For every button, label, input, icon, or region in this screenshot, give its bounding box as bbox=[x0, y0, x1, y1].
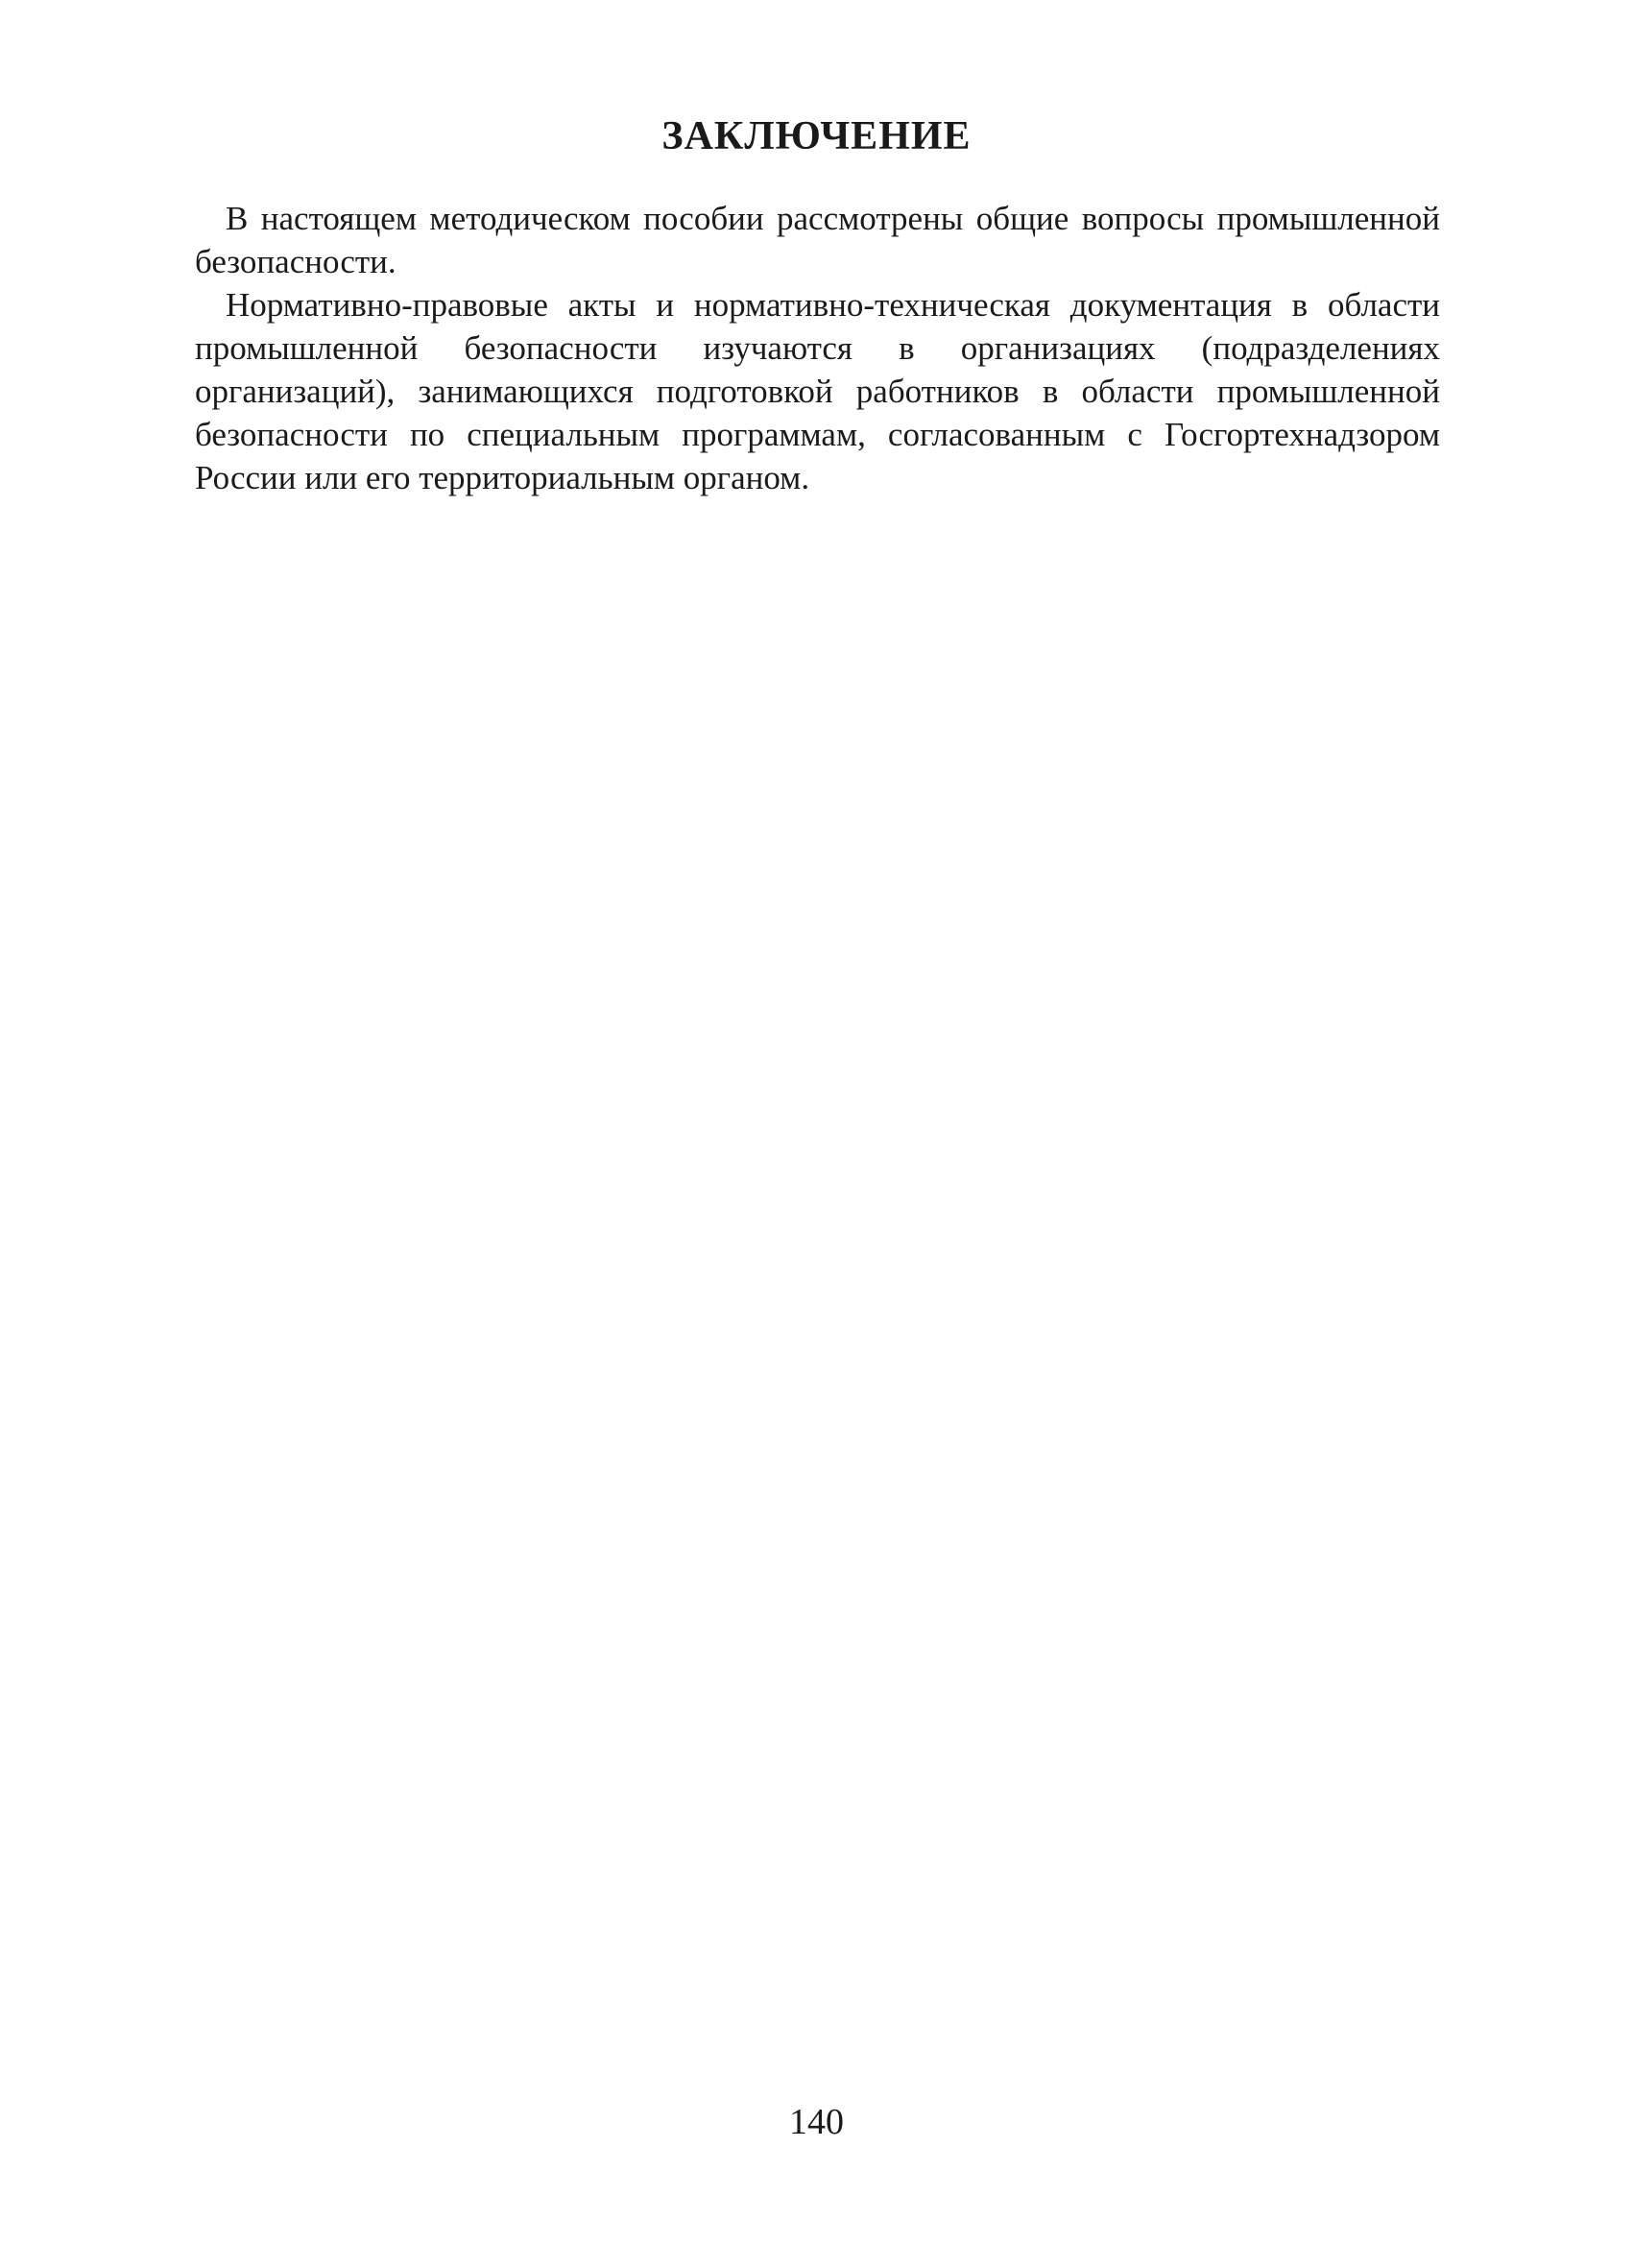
page-number: 140 bbox=[789, 2102, 844, 2142]
paragraph-1: В настоящем методическом пособии рассмотрены общие вопросы промышленной безопасности. bbox=[195, 200, 1440, 280]
paragraph-2: Нормативно-правовые акты и нормативно-техническая документация в области промышленной безопасности изучаются в организациях (подразделениях организаций), занимающихся подготовкой работников в области промышленной безопасности по специальным программам, согласованным с Госгортехнадзором России или его территориальным органом. bbox=[195, 286, 1440, 496]
section-heading: ЗАКЛЮЧЕНИЕ bbox=[661, 114, 972, 158]
body-text bbox=[195, 197, 1440, 499]
